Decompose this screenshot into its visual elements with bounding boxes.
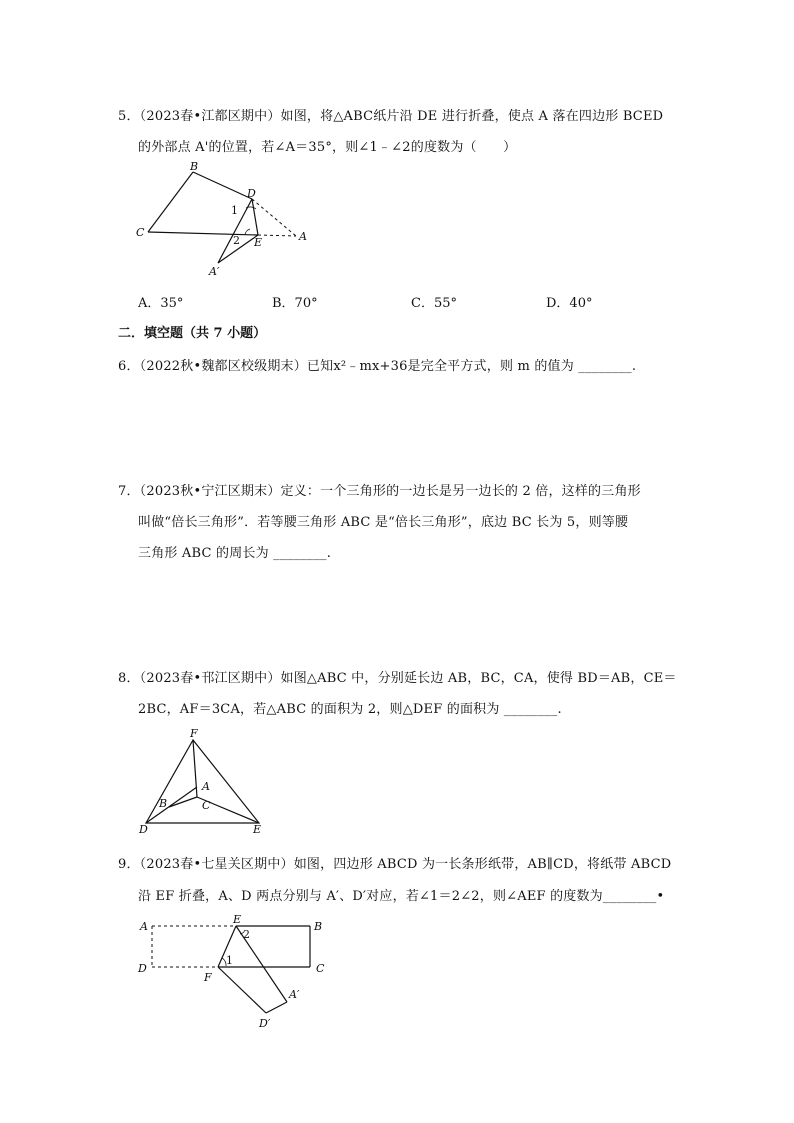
q9-label-F: F: [204, 971, 212, 984]
q5-option-b: B．70°: [272, 296, 318, 311]
q7-line-1: 7．（2023秋•宁江区期末）定义：一个三角形的一边长是另一边长的 2 倍，这样的三角形: [118, 484, 641, 499]
q8-label-B: B: [159, 797, 168, 810]
q5-option-c: C．55°: [411, 296, 457, 311]
q5-figure: [136, 160, 307, 278]
q9-label-E: E: [233, 913, 242, 926]
q5-line-2: 的外部点 A'的位置，若∠A＝35°，则∠1﹣∠2的度数为（ ）: [138, 140, 517, 155]
q5-option-d: D．40°: [546, 296, 593, 311]
q8-label-E: E: [253, 823, 262, 836]
q8-figure: [138, 727, 261, 836]
q8-label-D: D: [139, 823, 148, 836]
section-heading-fill-in: 二．填空题（共 7 小题）: [118, 326, 267, 341]
q5-line-1: 5．（2023春•江都区期中）如图，将△ABC纸片沿 DE 进行折叠，使点 A 落在四边形 BCED: [118, 109, 664, 124]
q5-label-A: A: [299, 230, 307, 243]
q5-label-D: D: [247, 187, 256, 200]
q8-line-2: 2BC，AF＝3CA，若△ABC 的面积为 2，则△DEF 的面积为 ________.: [138, 702, 562, 717]
q9-label-C: C: [316, 962, 325, 975]
q8-label-A: A: [202, 780, 210, 793]
q7-line-2: 叫做“倍长三角形”．若等腰三角形 ABC 是“倍长三角形”，底边 BC 长为 5，则等腰: [138, 515, 629, 530]
q9-label-angle-2: 2: [243, 928, 250, 941]
q5-label-E: E: [254, 236, 263, 249]
q9-line-2: 沿 EF 折叠，A、D 两点分别与 A′、D′对应，若∠1＝2∠2，则∠AEF 的度数为________•: [138, 889, 665, 904]
q5-label-A-prime: A′: [209, 265, 220, 278]
q9-figure: [137, 913, 325, 1030]
q7-line-3: 三角形 ABC 的周长为 ________.: [138, 546, 332, 561]
q8-line-1: 8．（2023春•邗江区期中）如图△ABC 中，分别延长边 AB，BC，CA，使得 BD＝AB，CE＝: [118, 671, 677, 686]
q9-label-D-prime: D′: [259, 1017, 271, 1030]
q6-line-1: 6．（2022秋•魏都区校级期末）已知x²﹣mx+36是完全平方式，则 m 的值为 ________.: [118, 359, 637, 374]
q9-label-A: A: [140, 920, 148, 933]
q5-label-C: C: [136, 226, 145, 239]
q5-label-B: B: [190, 160, 199, 173]
q9-label-D: D: [138, 962, 147, 975]
q5-option-a: A．35°: [138, 296, 184, 311]
q5-label-angle-1: 1: [231, 204, 238, 217]
q8-label-F: F: [190, 727, 198, 740]
q9-label-angle-1: 1: [226, 954, 233, 967]
q8-label-C: C: [202, 799, 211, 812]
q9-label-A-prime: A′: [289, 988, 300, 1001]
q9-line-1: 9．（2023春•七星关区期中）如图，四边形 ABCD 为一长条形纸带，AB∥CD，将纸带 ABCD: [118, 857, 672, 872]
q9-label-B: B: [314, 920, 323, 933]
q5-label-angle-2: 2: [233, 234, 240, 247]
